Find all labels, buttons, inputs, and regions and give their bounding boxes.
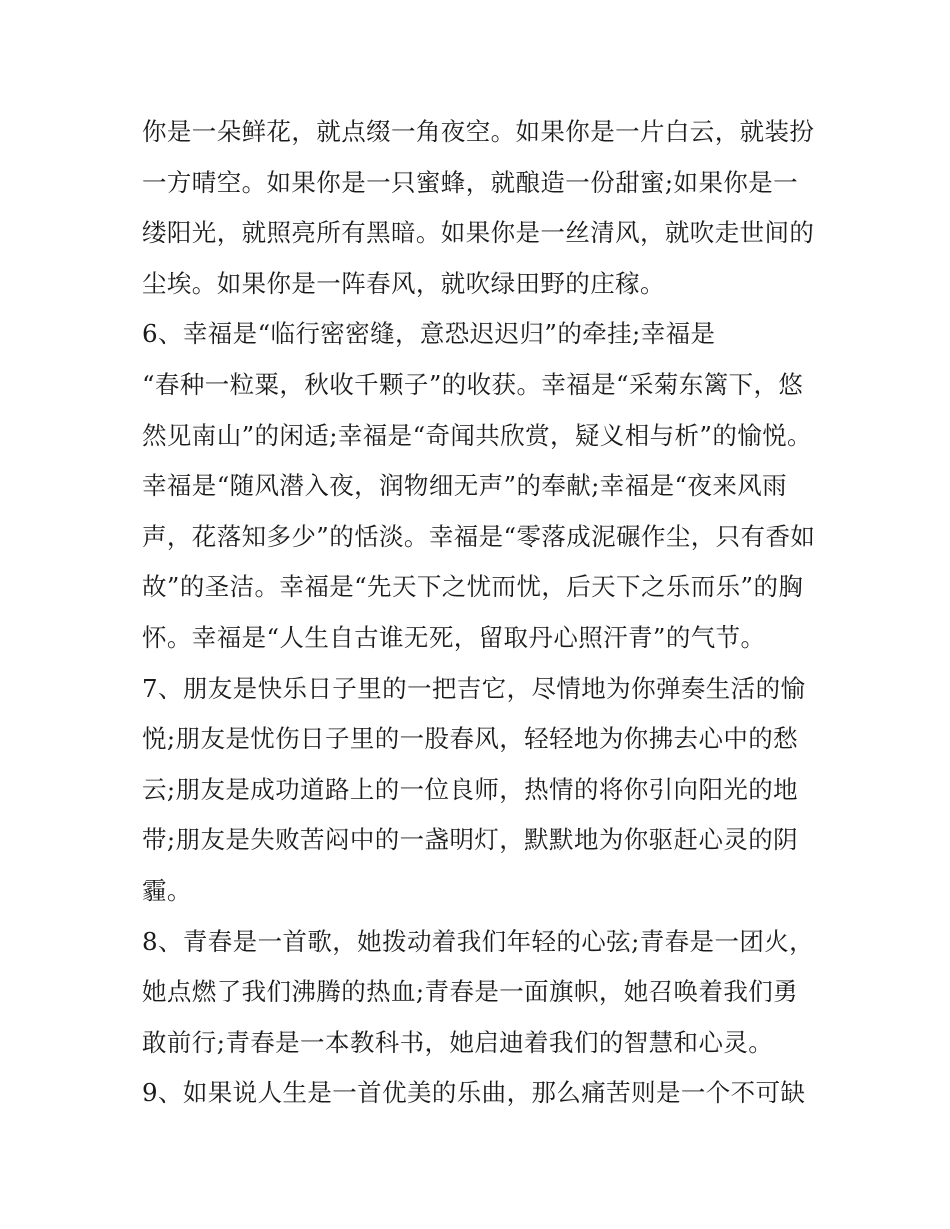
text-line: 尘埃。如果你是一阵春风，就吹绿田野的庄稼。 xyxy=(142,268,665,298)
text-line: 怀。幸福是“人生自古谁无死，留取丹心照汗青”的气节。 xyxy=(142,622,766,652)
text-line: 悦;朋友是忧伤日子里的一股春风，轻轻地为你拂去心中的愁 xyxy=(142,724,799,754)
text-line: 然见南山”的闲适;幸福是“奇闻共欣赏，疑义相与析”的愉悦。 xyxy=(142,420,812,450)
text-line: 6、幸福是“临行密密缝，意恐迟迟归”的牵挂;幸福是 xyxy=(142,319,716,349)
text-line: 7、朋友是快乐日子里的一把吉它，尽情地为你弹奏生活的愉 xyxy=(142,673,806,703)
text-line: “春种一粒粟，秋收千颗子”的收获。幸福是“采菊东篱下，悠 xyxy=(142,369,804,399)
text-line: 带;朋友是失败苦闷中的一盏明灯，默默地为你驱赶心灵的阴 xyxy=(142,825,799,855)
text-line: 缕阳光，就照亮所有黑暗。如果你是一丝清风，就吹走世间的 xyxy=(142,218,815,248)
text-line: 她点燃了我们沸腾的热血;青春是一面旗帜，她召唤着我们勇 xyxy=(142,977,799,1007)
text-line: 故”的圣洁。幸福是“先天下之忧而忧，后天下之乐而乐”的胸 xyxy=(142,572,804,602)
text-line: 一方晴空。如果你是一只蜜蜂，就酿造一份甜蜜;如果你是一 xyxy=(142,167,799,197)
text-line: 霾。 xyxy=(142,875,192,905)
text-line: 9、如果说人生是一首优美的乐曲，那么痛苦则是一个不可缺 xyxy=(142,1078,806,1108)
text-line: 8、青春是一首歌，她拨动着我们年轻的心弦;青春是一团火， xyxy=(142,926,815,956)
text-line: 云;朋友是成功道路上的一位良师，热情的将你引向阳光的地 xyxy=(142,774,799,804)
text-line: 你是一朵鲜花，就点缀一角夜空。如果你是一片白云，就装扮 xyxy=(142,117,815,146)
document-body xyxy=(142,107,822,1119)
text-line: 声，花落知多少”的恬淡。幸福是“零落成泥碾作尘，只有香如 xyxy=(142,521,816,551)
text-line: 幸福是“随风潜入夜，润物细无声”的奉献;幸福是“夜来风雨 xyxy=(142,471,788,501)
text-line: 敢前行;青春是一本教科书，她启迪着我们的智慧和心灵。 xyxy=(142,1027,774,1057)
